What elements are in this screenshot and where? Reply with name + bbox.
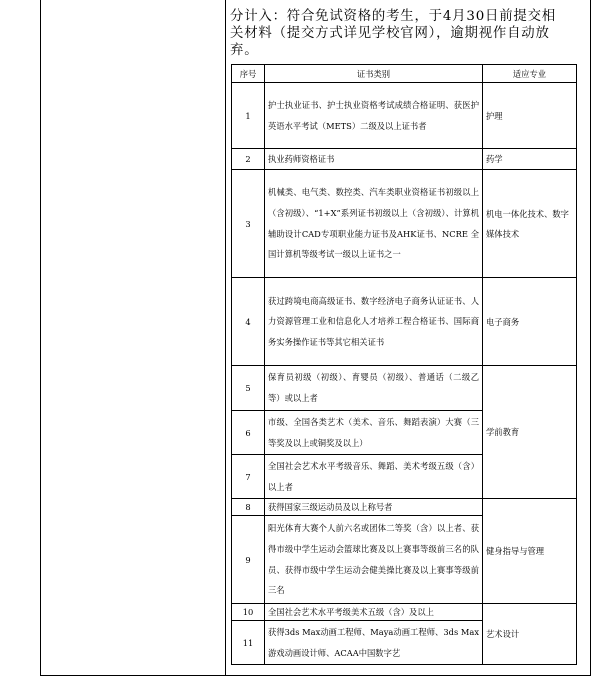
row-number: 8 bbox=[232, 499, 265, 516]
page-border-left bbox=[40, 0, 41, 676]
row-number: 9 bbox=[232, 516, 265, 604]
cert-cell: 阳光体育大赛个人前六名或团体二等奖（含）以上者、获得市级中学生运动会篮球比赛及以上赛事等级前三名的队员、获得市级中学生运动会健美操比赛及以上赛事等级前三名 bbox=[265, 516, 483, 604]
cert-cell: 保育员初级（初级）、育婴员（初级）、普通话（二级乙等）或以上者 bbox=[265, 366, 483, 411]
cert-cell: 执业药师资格证书 bbox=[265, 149, 483, 170]
row-number: 4 bbox=[232, 278, 265, 366]
row-number: 2 bbox=[232, 149, 265, 170]
major-cell: 护理 bbox=[483, 83, 577, 149]
table-header-row bbox=[232, 65, 577, 83]
table-row bbox=[232, 499, 577, 516]
cert-cell: 获得国家三级运动员及以上称号者 bbox=[265, 499, 483, 516]
row-number: 1 bbox=[232, 83, 265, 149]
column-divider bbox=[225, 0, 226, 676]
intro-line-2: 关材料（提交方式详见学校官网），逾期视作自动放 bbox=[230, 26, 550, 41]
major-cell: 电子商务 bbox=[483, 278, 577, 366]
row-number: 10 bbox=[232, 604, 265, 621]
row-number: 3 bbox=[232, 170, 265, 278]
cert-cell: 机械类、电气类、数控类、汽车类职业资格证书初级以上（含初级）、“1+X”系列证书初级以上（含初级）、计算机辅助设计CAD专项职业能力证书及AHK证书、NCRE 全国计算机等级考试一级以上证书之一 bbox=[265, 170, 483, 278]
row-number: 7 bbox=[232, 455, 265, 499]
table-row bbox=[232, 366, 577, 411]
header-major: 适应专业 bbox=[483, 65, 577, 83]
header-no: 序号 bbox=[232, 65, 265, 83]
cert-cell: 获过跨境电商高级证书、数字经济电子商务认证证书、人力资源管理工业和信息化人才培养工程合格证书、国际商务实务操作证书等其它相关证书 bbox=[265, 278, 483, 366]
cert-cell: 市级、全国各类艺术（美术、音乐、舞蹈表演）大赛（三等奖及以上或铜奖及以上） bbox=[265, 411, 483, 455]
certificate-table bbox=[231, 64, 577, 665]
table-row bbox=[232, 149, 577, 170]
row-number: 5 bbox=[232, 366, 265, 411]
table-row bbox=[232, 83, 577, 149]
cert-cell: 护士执业证书、护士执业资格考试成绩合格证明、获医护英语水平考试（METS）二级及以上证书者 bbox=[265, 83, 483, 149]
table-row bbox=[232, 170, 577, 278]
intro-paragraph bbox=[230, 8, 580, 59]
major-cell-preschool: 学前教育 bbox=[483, 366, 577, 499]
intro-line-1: 分计入：符合免试资格的考生，于4月30日前提交相 bbox=[230, 9, 556, 24]
intro-line-3: 弃。 bbox=[230, 43, 259, 58]
table-row bbox=[232, 604, 577, 621]
row-number: 6 bbox=[232, 411, 265, 455]
major-cell: 药学 bbox=[483, 149, 577, 170]
cert-cell: 获得3ds Max动画工程师、Maya动画工程师、3ds Max游戏动画设计师、ACAA中国数字艺 bbox=[265, 621, 483, 665]
cert-cell: 全国社会艺术水平考级美术五级（含）及以上 bbox=[265, 604, 483, 621]
major-cell-art-design: 艺术设计 bbox=[483, 604, 577, 665]
table-row bbox=[232, 278, 577, 366]
page-border-right bbox=[590, 0, 591, 676]
header-cert-type: 证书类别 bbox=[265, 65, 483, 83]
row-number: 11 bbox=[232, 621, 265, 665]
major-cell: 机电一体化技术、数字媒体技术 bbox=[483, 170, 577, 278]
major-cell-fitness: 健身指导与管理 bbox=[483, 499, 577, 604]
cert-cell: 全国社会艺术水平考级音乐、舞蹈、美术考级五级（含）以上者 bbox=[265, 455, 483, 499]
